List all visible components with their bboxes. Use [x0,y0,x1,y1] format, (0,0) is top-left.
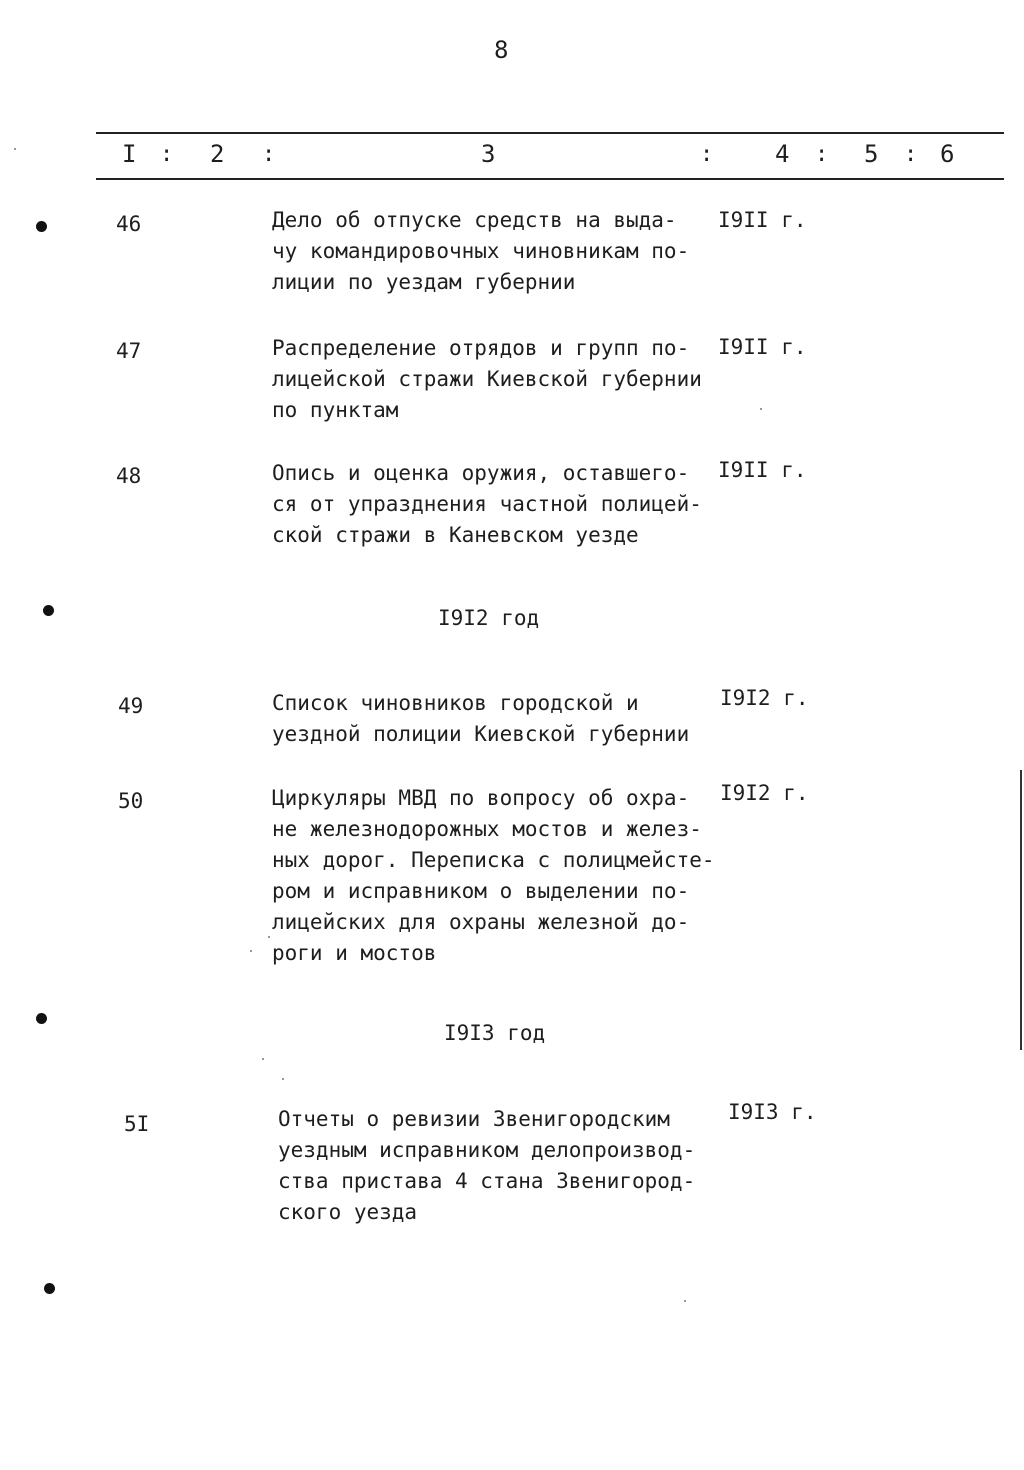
entry-title-line: Дело об отпуске средств на выда- [272,208,677,232]
column-header-4: 4 [775,140,790,168]
entry-title-line: ных дорог. Переписка с полицмейсте- [272,848,715,872]
entry-number: 47 [116,339,142,363]
column-separator: : [700,142,714,167]
entry-title-line: лиции по уездам губернии [272,270,576,294]
scan-speck [684,1300,686,1302]
entry-title-line: Опись и оценка оружия, оставшего- [272,461,690,485]
scan-speck [268,936,270,938]
entry-title-line: не железнодорожных мостов и желез- [272,817,702,841]
punch-hole-mark [36,221,47,232]
entry-date: I9I3 г. [728,1100,817,1124]
punch-hole-mark [44,1283,55,1294]
entry-title-line: уездной полиции Киевской губернии [272,722,690,746]
entry-title [272,458,732,551]
entry-title-line: лицейских для охраны железной до- [272,910,690,934]
page-edge-line [1020,770,1022,1050]
entry-title [272,688,732,750]
punch-hole-mark [43,605,54,616]
entry-title-line: ся от упразднения частной полицей- [272,492,702,516]
table-header-bottom-rule [96,178,1004,180]
entry-title [278,1104,738,1228]
column-header-2: 2 [210,140,225,168]
entry-title-line: по пунктам [272,398,399,422]
entry-title-line: лицейской стражи Киевской губернии [272,367,702,391]
entry-title-line: Список чиновников городской и [272,691,639,715]
entry-title-line: роги и мостов [272,941,437,965]
entry-number: 48 [116,464,142,488]
column-header-5: 5 [864,140,879,168]
page-number: 8 [494,36,509,64]
entry-title-line: ской стражи в Каневском уезде [272,523,639,547]
column-separator: : [904,142,918,167]
entry-date: I9I2 г. [720,686,809,710]
entry-title-line: ского уезда [278,1200,418,1224]
year-heading: I9I3 год [444,1021,546,1045]
entry-title-line: ства пристава 4 стана Звенигород- [278,1169,696,1193]
entry-title [272,783,732,969]
entry-date: I9II г. [718,335,807,359]
entry-date: I9II г. [718,458,807,482]
entry-title-line: Циркуляры МВД по вопросу об охра- [272,786,690,810]
entry-title-line: ром и исправником о выделении по- [272,879,690,903]
scan-speck [262,1058,264,1060]
entry-date: I9I2 г. [720,781,809,805]
scan-speck [282,1078,284,1080]
entry-title-line: чу командировочных чиновникам по- [272,239,690,263]
entry-date: I9II г. [718,208,807,232]
entry-title-line: Распределение отрядов и групп по- [272,336,690,360]
entry-title-line: Отчеты о ревизии Звенигородским [278,1107,670,1131]
entry-number: 46 [116,212,142,236]
entry-number: 49 [118,694,144,718]
entry-title [272,205,732,298]
entry-title-line: уездным исправником делопроизвод- [278,1138,696,1162]
scan-speck [760,408,762,410]
table-header-top-rule [96,132,1004,134]
column-separator: : [262,142,276,167]
scan-speck [250,950,252,952]
entry-title [272,333,732,426]
column-separator: : [815,142,829,167]
column-header-6: 6 [940,140,955,168]
punch-hole-mark [36,1013,47,1024]
column-header-3: 3 [481,140,496,168]
year-heading: I9I2 год [438,606,540,630]
column-separator: : [160,142,174,167]
scan-speck [14,148,16,150]
entry-number: 5I [124,1112,150,1136]
column-header-1: I [122,140,137,168]
entry-number: 50 [118,789,144,813]
